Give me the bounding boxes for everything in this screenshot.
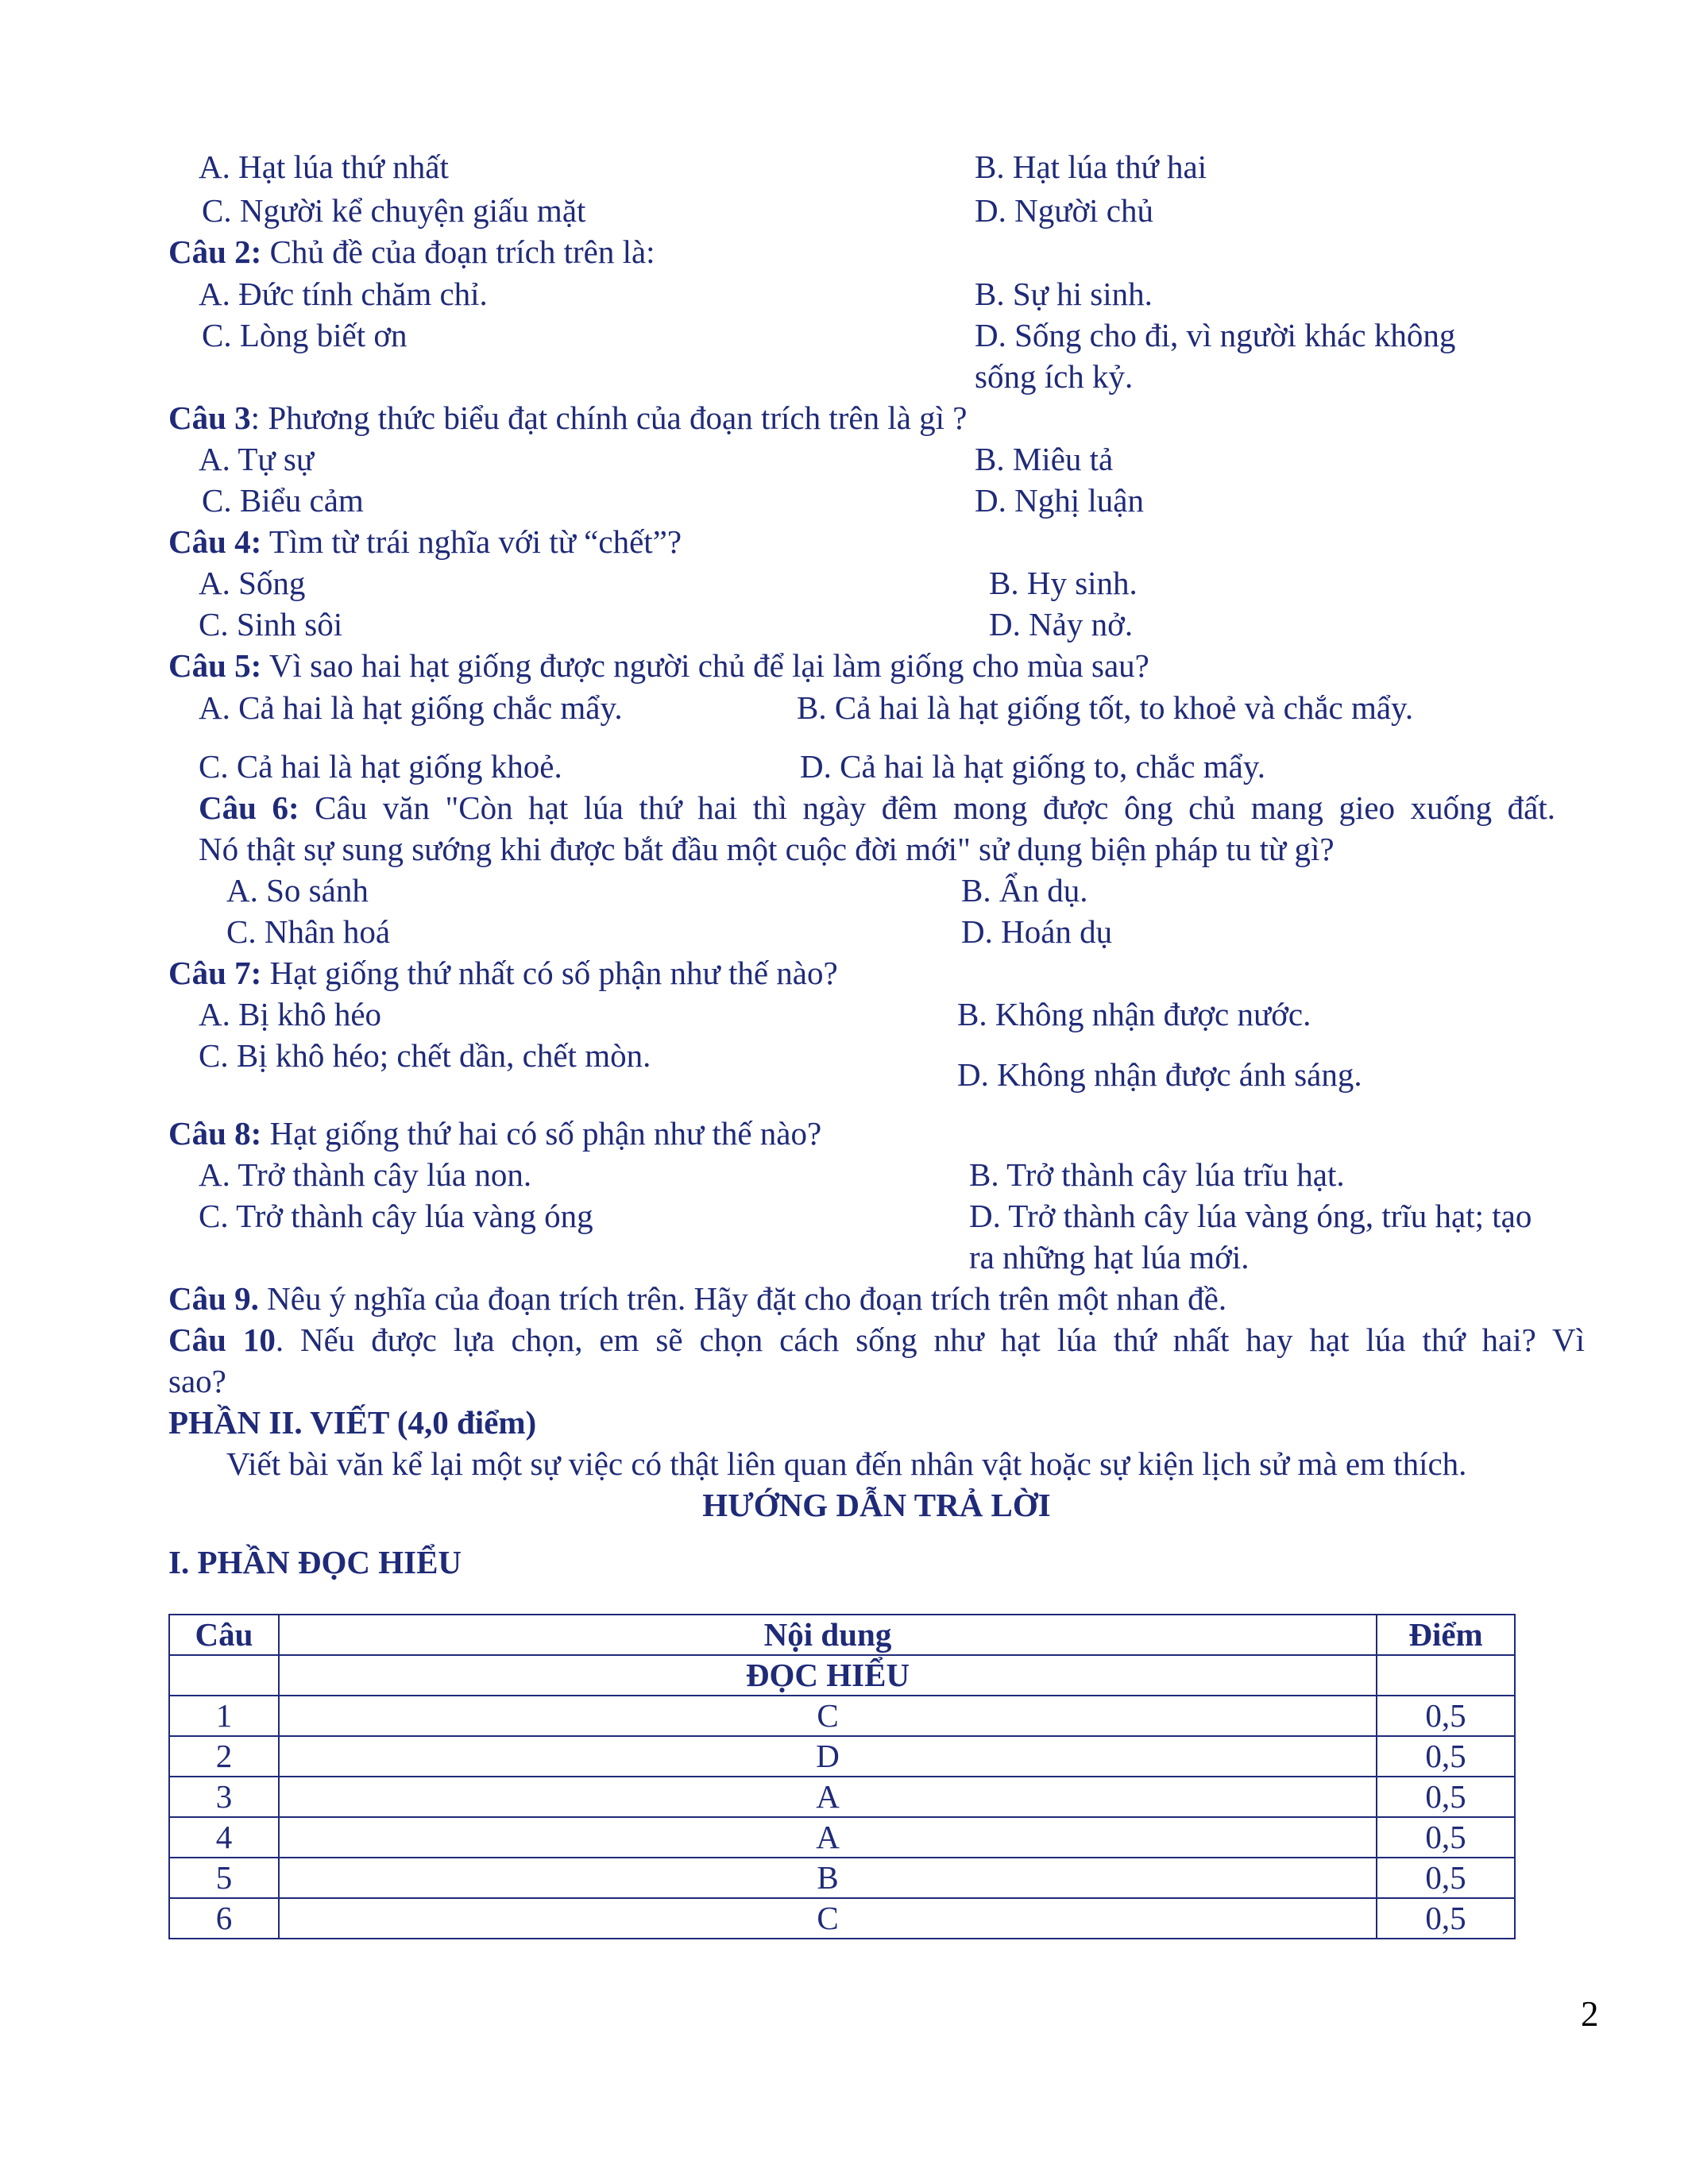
- q10-question-cont: sao?: [168, 1363, 226, 1399]
- table-row: [169, 1817, 1515, 1858]
- table-cell-answer: B: [279, 1858, 1377, 1898]
- q8-question: [168, 1113, 821, 1153]
- q5-question: [168, 646, 1149, 685]
- q9-text: Nêu ý nghĩa của đoạn trích trên. Hãy đặt cho đoạn trích trên một nhan đề.: [258, 1280, 1227, 1317]
- q4-option-d: D. Nảy nở.: [989, 606, 1134, 642]
- q3-option-b: B. Miêu tả: [975, 441, 1114, 477]
- table-cell-score: 0,5: [1377, 1858, 1515, 1898]
- q1-option-b: B. Hạt lúa thứ hai: [975, 149, 1207, 185]
- q10-text: . Nếu được lựa chọn, em sẽ chọn cách sống như hạt lúa thứ nhất hay hạt lúa thứ hai? Vì: [275, 1322, 1585, 1358]
- q5-label: Câu 5:: [168, 647, 262, 684]
- q3-label: Câu 3: [168, 399, 251, 436]
- q7-option-c: C. Bị khô héo; chết dần, chết mòn.: [199, 1037, 651, 1074]
- table-cell-answer: C: [279, 1898, 1377, 1939]
- q10-label: Câu 10: [168, 1322, 276, 1358]
- q4-label: Câu 4:: [168, 523, 262, 560]
- table-group-row: [169, 1655, 1515, 1696]
- table-cell-score: 0,5: [1377, 1777, 1515, 1817]
- table-group-label: ĐỌC HIỂU: [279, 1655, 1377, 1696]
- q2-option-d: D. Sống cho đi, vì người khác không: [975, 317, 1456, 353]
- q2-text: Chủ đề của đoạn trích trên là:: [261, 233, 655, 270]
- q4-text: Tìm từ trái nghĩa với từ “chết”?: [261, 523, 682, 560]
- q1-option-d: D. Người chủ: [975, 192, 1153, 229]
- table-row: [169, 1736, 1515, 1777]
- table-header-cau: Câu: [169, 1615, 279, 1655]
- q6-option-b: B. Ẩn dụ.: [961, 872, 1088, 909]
- table-cell-cau: 4: [169, 1817, 279, 1858]
- q5-option-d: D. Cả hai là hạt giống to, chắc mẩy.: [800, 748, 1265, 785]
- q8-text: Hạt giống thứ hai có số phận như thế nào?: [261, 1115, 822, 1152]
- q8-option-a: A. Trở thành cây lúa non.: [199, 1156, 532, 1193]
- table-cell-score: 0,5: [1377, 1898, 1515, 1939]
- q7-label: Câu 7:: [168, 955, 262, 991]
- table-cell-cau: 3: [169, 1777, 279, 1817]
- q6-option-c: C. Nhân hoá: [226, 913, 391, 950]
- q3-option-a: A. Tự sự: [199, 441, 315, 477]
- q4-question: [168, 522, 682, 561]
- table-cell-score: 0,5: [1377, 1736, 1515, 1777]
- q5-option-a: A. Cả hai là hạt giống chắc mẩy.: [199, 689, 623, 726]
- q6-option-d: D. Hoán dụ: [961, 913, 1113, 950]
- q8-option-d-cont: ra những hạt lúa mới.: [969, 1239, 1250, 1275]
- q1-option-c: C. Người kể chuyện giấu mặt: [202, 192, 586, 229]
- q7-option-d: D. Không nhận được ánh sáng.: [957, 1056, 1362, 1093]
- section-reading-heading: I. PHẦN ĐỌC HIỂU: [168, 1544, 462, 1580]
- q9-label: Câu 9.: [168, 1280, 259, 1317]
- q7-text: Hạt giống thứ nhất có số phận như thế nào?: [261, 955, 838, 991]
- table-row: [169, 1858, 1515, 1898]
- table-cell: [169, 1655, 279, 1696]
- table-cell-cau: 6: [169, 1898, 279, 1939]
- q6-label: Câu 6:: [199, 789, 299, 826]
- q8-label: Câu 8:: [168, 1115, 262, 1152]
- q4-option-c: C. Sinh sôi: [199, 606, 343, 642]
- q7-option-a: A. Bị khô héo: [199, 996, 382, 1032]
- q6-question: [199, 788, 1555, 828]
- q4-option-b: B. Hy sinh.: [989, 565, 1138, 601]
- q2-option-c: C. Lòng biết ơn: [202, 317, 408, 353]
- q9-question: [168, 1279, 1226, 1318]
- q8-option-b: B. Trở thành cây lúa trĩu hạt.: [969, 1156, 1345, 1193]
- table-header-noi-dung: Nội dung: [279, 1615, 1377, 1655]
- table-row: [169, 1898, 1515, 1939]
- q5-option-b: B. Cả hai là hạt giống tốt, to khoẻ và chắc mẩy.: [797, 689, 1414, 726]
- q3-text: : Phương thức biểu đạt chính của đoạn trích trên là gì ?: [250, 399, 968, 436]
- q2-option-a: A. Đức tính chăm chỉ.: [199, 276, 488, 312]
- q6-question-cont: Nó thật sự sung sướng khi được bắt đầu một cuộc đời mới" sử dụng biện pháp tu từ gì?: [199, 831, 1335, 867]
- table-cell-answer: C: [279, 1696, 1377, 1736]
- q5-text: Vì sao hai hạt giống được người chủ để lại làm giống cho mùa sau?: [261, 647, 1149, 684]
- q10-question: [168, 1320, 1585, 1360]
- table-cell-score: 0,5: [1377, 1696, 1515, 1736]
- guide-title: HƯỚNG DẪN TRẢ LỜI: [702, 1487, 1051, 1523]
- q6-option-a: A. So sánh: [226, 872, 369, 909]
- table-cell-cau: 2: [169, 1736, 279, 1777]
- table-cell-cau: 5: [169, 1858, 279, 1898]
- q2-option-d-cont: sống ích kỷ.: [975, 358, 1134, 395]
- page-number: 2: [1581, 1994, 1599, 2034]
- table-row: [169, 1777, 1515, 1817]
- q6-text: Câu văn "Còn hạt lúa thứ hai thì ngày đêm mong được ông chủ mang gieo xuống đất.: [299, 789, 1555, 826]
- q8-option-d: D. Trở thành cây lúa vàng óng, trĩu hạt; tạo: [969, 1198, 1532, 1234]
- table-cell-answer: A: [279, 1777, 1377, 1817]
- table-header-diem: Điểm: [1377, 1615, 1515, 1655]
- q4-option-a: A. Sống: [199, 565, 306, 601]
- table-cell-cau: 1: [169, 1696, 279, 1736]
- q2-label: Câu 2:: [168, 233, 262, 270]
- part2-heading: PHẦN II. VIẾT (4,0 điểm): [168, 1404, 537, 1441]
- q2-option-b: B. Sự hi sinh.: [975, 276, 1153, 312]
- q7-question: [168, 953, 838, 993]
- q3-option-c: C. Biểu cảm: [202, 482, 364, 519]
- table-row: [169, 1696, 1515, 1736]
- answer-table: [168, 1614, 1516, 1939]
- q8-option-c: C. Trở thành cây lúa vàng óng: [199, 1198, 593, 1234]
- q5-option-c: C. Cả hai là hạt giống khoẻ.: [199, 748, 562, 785]
- part2-prompt: Viết bài văn kể lại một sự việc có thật liên quan đến nhân vật hoặc sự kiện lịch sử mà em thích.: [226, 1445, 1467, 1482]
- q1-option-a: A. Hạt lúa thứ nhất: [199, 149, 449, 185]
- table-cell: [1377, 1655, 1515, 1696]
- q7-option-b: B. Không nhận được nước.: [957, 996, 1311, 1032]
- q3-question: [168, 398, 968, 438]
- table-cell-answer: D: [279, 1736, 1377, 1777]
- q2-question: [168, 232, 655, 272]
- q3-option-d: D. Nghị luận: [975, 482, 1144, 519]
- table-cell-answer: A: [279, 1817, 1377, 1858]
- table-cell-score: 0,5: [1377, 1817, 1515, 1858]
- table-header-row: [169, 1615, 1515, 1655]
